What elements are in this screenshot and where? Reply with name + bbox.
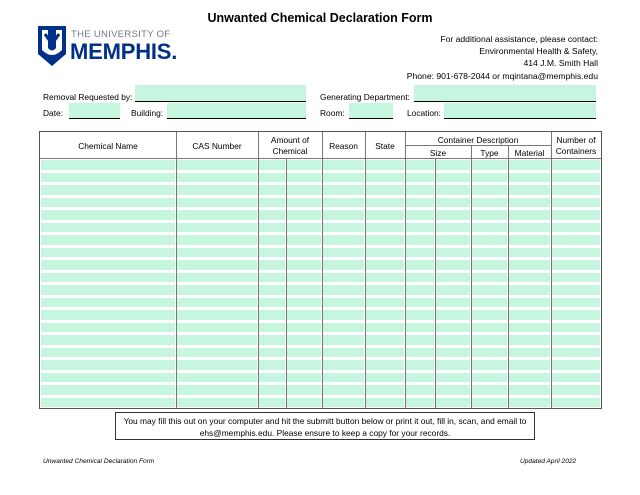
- table-cell[interactable]: [287, 273, 321, 283]
- table-cell[interactable]: [177, 235, 257, 245]
- table-cell[interactable]: [406, 185, 434, 195]
- table-cell[interactable]: [436, 173, 470, 183]
- table-cell[interactable]: [406, 335, 434, 345]
- table-cell[interactable]: [366, 173, 404, 183]
- table-cell[interactable]: [552, 323, 600, 333]
- table-cell[interactable]: [552, 310, 600, 320]
- table-cell[interactable]: [177, 298, 257, 308]
- table-cell[interactable]: [366, 360, 404, 370]
- table-cell[interactable]: [323, 360, 364, 370]
- table-cell[interactable]: [366, 273, 404, 283]
- table-cell[interactable]: [366, 335, 404, 345]
- table-cell[interactable]: [323, 185, 364, 195]
- table-cell[interactable]: [287, 385, 321, 395]
- table-cell[interactable]: [323, 373, 364, 383]
- table-cell[interactable]: [177, 373, 257, 383]
- table-cell[interactable]: [41, 310, 175, 320]
- table-cell[interactable]: [287, 235, 321, 245]
- table-cell[interactable]: [177, 323, 257, 333]
- memphis-shield-icon: [38, 26, 66, 66]
- table-cell[interactable]: [177, 310, 257, 320]
- table-cell[interactable]: [509, 360, 550, 370]
- header-amount: Amount of Chemical: [270, 135, 310, 156]
- footer-form-name: Unwanted Chemical Declaration Form: [43, 458, 155, 465]
- table-cell[interactable]: [323, 235, 364, 245]
- table-cell[interactable]: [406, 310, 434, 320]
- column-divider: [286, 158, 287, 408]
- table-cell[interactable]: [366, 248, 404, 258]
- table-cell[interactable]: [472, 298, 507, 308]
- column-divider: [508, 158, 509, 408]
- table-cell[interactable]: [436, 298, 470, 308]
- table-cell[interactable]: [259, 185, 285, 195]
- table-cell[interactable]: [323, 260, 364, 270]
- contact-line: Environmental Health & Safety,: [479, 46, 598, 57]
- table-cell[interactable]: [41, 273, 175, 283]
- header-state: State: [375, 141, 395, 151]
- table-cell[interactable]: [287, 360, 321, 370]
- table-cell[interactable]: [41, 260, 175, 270]
- table-cell[interactable]: [509, 185, 550, 195]
- table-cell[interactable]: [552, 398, 600, 408]
- table-cell[interactable]: [472, 335, 507, 345]
- building-label: Building:: [131, 108, 164, 118]
- table-cell[interactable]: [323, 273, 364, 283]
- table-cell[interactable]: [323, 348, 364, 358]
- table-cell[interactable]: [41, 335, 175, 345]
- table-cell[interactable]: [259, 223, 285, 233]
- table-cell[interactable]: [323, 223, 364, 233]
- table-cell[interactable]: [509, 323, 550, 333]
- table-cell[interactable]: [472, 348, 507, 358]
- table-cell[interactable]: [177, 273, 257, 283]
- table-cell[interactable]: [552, 210, 600, 220]
- table-cell[interactable]: [323, 160, 364, 170]
- table-cell[interactable]: [436, 260, 470, 270]
- header-cas-number: CAS Number: [192, 141, 242, 151]
- table-cell[interactable]: [406, 273, 434, 283]
- table-cell[interactable]: [177, 348, 257, 358]
- table-cell[interactable]: [406, 223, 434, 233]
- table-cell[interactable]: [287, 398, 321, 408]
- table-cell[interactable]: [406, 198, 434, 208]
- table-cell[interactable]: [552, 385, 600, 395]
- table-cell[interactable]: [472, 210, 507, 220]
- table-cell[interactable]: [287, 185, 321, 195]
- table-cell[interactable]: [436, 235, 470, 245]
- table-cell[interactable]: [509, 248, 550, 258]
- table-cell[interactable]: [436, 398, 470, 408]
- table-cell[interactable]: [406, 285, 434, 295]
- contact-line: 414 J.M. Smith Hall: [523, 58, 598, 69]
- table-cell[interactable]: [41, 210, 175, 220]
- table-cell[interactable]: [406, 210, 434, 220]
- table-cell[interactable]: [509, 285, 550, 295]
- column-divider: [471, 145, 472, 158]
- table-cell[interactable]: [323, 323, 364, 333]
- table-cell[interactable]: [406, 360, 434, 370]
- table-cell[interactable]: [41, 385, 175, 395]
- table-cell[interactable]: [406, 235, 434, 245]
- table-cell[interactable]: [287, 173, 321, 183]
- table-cell[interactable]: [509, 310, 550, 320]
- table-cell[interactable]: [406, 348, 434, 358]
- table-cell[interactable]: [177, 210, 257, 220]
- table-cell[interactable]: [366, 223, 404, 233]
- table-cell[interactable]: [406, 323, 434, 333]
- table-cell[interactable]: [259, 385, 285, 395]
- table-cell[interactable]: [552, 235, 600, 245]
- generating-department-label: Generating Department:: [320, 92, 410, 102]
- table-cell[interactable]: [366, 385, 404, 395]
- room-field[interactable]: [349, 103, 393, 119]
- table-cell[interactable]: [436, 198, 470, 208]
- table-cell[interactable]: [509, 398, 550, 408]
- table-cell[interactable]: [552, 160, 600, 170]
- table-cell[interactable]: [41, 248, 175, 258]
- table-cell[interactable]: [41, 160, 175, 170]
- table-cell[interactable]: [472, 235, 507, 245]
- table-cell[interactable]: [436, 185, 470, 195]
- table-cell[interactable]: [259, 198, 285, 208]
- building-field[interactable]: [167, 103, 306, 119]
- location-label: Location:: [407, 108, 441, 118]
- date-label: Date:: [43, 108, 64, 118]
- table-cell[interactable]: [259, 360, 285, 370]
- table-cell[interactable]: [406, 173, 434, 183]
- table-cell[interactable]: [366, 310, 404, 320]
- table-cell[interactable]: [509, 298, 550, 308]
- table-cell[interactable]: [323, 398, 364, 408]
- table-cell[interactable]: [436, 385, 470, 395]
- table-cell[interactable]: [472, 173, 507, 183]
- contact-line: For additional assistance, please contact:: [440, 34, 598, 44]
- table-cell[interactable]: [472, 360, 507, 370]
- table-cell[interactable]: [552, 173, 600, 183]
- table-cell[interactable]: [177, 260, 257, 270]
- table-cell[interactable]: [259, 398, 285, 408]
- table-cell[interactable]: [406, 260, 434, 270]
- table-cell[interactable]: [552, 285, 600, 295]
- table-cell[interactable]: [41, 360, 175, 370]
- table-cell[interactable]: [472, 398, 507, 408]
- table-cell[interactable]: [259, 335, 285, 345]
- table-cell[interactable]: [366, 323, 404, 333]
- table-cell[interactable]: [323, 310, 364, 320]
- table-cell[interactable]: [41, 185, 175, 195]
- header-chemical-name: Chemical Name: [78, 141, 138, 151]
- table-cell[interactable]: [366, 198, 404, 208]
- table-cell[interactable]: [552, 373, 600, 383]
- table-cell[interactable]: [509, 348, 550, 358]
- table-cell[interactable]: [177, 248, 257, 258]
- table-cell[interactable]: [366, 185, 404, 195]
- table-cell[interactable]: [472, 373, 507, 383]
- table-cell[interactable]: [259, 173, 285, 183]
- table-cell[interactable]: [366, 398, 404, 408]
- table-cell[interactable]: [41, 285, 175, 295]
- table-cell[interactable]: [259, 273, 285, 283]
- table-cell[interactable]: [287, 160, 321, 170]
- table-cell[interactable]: [41, 348, 175, 358]
- table-cell[interactable]: [472, 248, 507, 258]
- table-cell[interactable]: [406, 248, 434, 258]
- table-cell[interactable]: [436, 285, 470, 295]
- table-cell[interactable]: [259, 285, 285, 295]
- table-cell[interactable]: [259, 323, 285, 333]
- table-cell[interactable]: [259, 298, 285, 308]
- table-cell[interactable]: [366, 160, 404, 170]
- header-material: Material: [514, 148, 545, 158]
- table-cell[interactable]: [436, 348, 470, 358]
- table-cell[interactable]: [552, 348, 600, 358]
- location-field[interactable]: [444, 103, 596, 119]
- table-cell[interactable]: [436, 160, 470, 170]
- logo-line-1: THE UNIVERSITY OF: [71, 29, 171, 40]
- table-cell[interactable]: [259, 373, 285, 383]
- table-cell[interactable]: [41, 398, 175, 408]
- table-cell[interactable]: [177, 160, 257, 170]
- table-cell[interactable]: [177, 360, 257, 370]
- column-divider: [435, 158, 436, 408]
- table-cell[interactable]: [472, 310, 507, 320]
- table-cell[interactable]: [177, 223, 257, 233]
- table-cell[interactable]: [406, 385, 434, 395]
- container-subheader-divider: [405, 145, 551, 146]
- table-cell[interactable]: [436, 273, 470, 283]
- table-cell[interactable]: [41, 173, 175, 183]
- table-cell[interactable]: [436, 373, 470, 383]
- table-cell[interactable]: [472, 323, 507, 333]
- table-cell[interactable]: [287, 285, 321, 295]
- table-cell[interactable]: [436, 310, 470, 320]
- table-cell[interactable]: [323, 335, 364, 345]
- table-cell[interactable]: [287, 248, 321, 258]
- column-divider: [471, 158, 472, 408]
- table-cell[interactable]: [41, 298, 175, 308]
- table-cell[interactable]: [177, 335, 257, 345]
- header-divider: [40, 158, 601, 159]
- table-cell[interactable]: [472, 198, 507, 208]
- header-number-of-containers: Number of Containers: [555, 135, 597, 156]
- table-cell[interactable]: [552, 248, 600, 258]
- header-container-description: Container Description: [437, 135, 519, 145]
- footer-updated: Updated April 2022: [520, 458, 577, 465]
- table-cell[interactable]: [323, 385, 364, 395]
- table-cell[interactable]: [509, 160, 550, 170]
- table-cell[interactable]: [552, 298, 600, 308]
- contact-line: Phone: 901-678-2044 or mqintana@memphis.edu: [406, 70, 598, 81]
- table-cell[interactable]: [509, 260, 550, 270]
- chemical-table: [39, 131, 602, 409]
- table-cell[interactable]: [287, 373, 321, 383]
- date-field[interactable]: [69, 103, 120, 119]
- table-cell[interactable]: [41, 373, 175, 383]
- table-cell[interactable]: [472, 260, 507, 270]
- table-cell[interactable]: [323, 173, 364, 183]
- table-cell[interactable]: [552, 198, 600, 208]
- table-cell[interactable]: [259, 260, 285, 270]
- table-cell[interactable]: [552, 185, 600, 195]
- table-cell[interactable]: [436, 360, 470, 370]
- table-cell[interactable]: [552, 360, 600, 370]
- table-cell[interactable]: [287, 298, 321, 308]
- table-cell[interactable]: [436, 210, 470, 220]
- table-cell[interactable]: [366, 285, 404, 295]
- table-cell[interactable]: [177, 185, 257, 195]
- table-cell[interactable]: [177, 385, 257, 395]
- table-cell[interactable]: [472, 273, 507, 283]
- table-cell[interactable]: [177, 198, 257, 208]
- contact-info: [407, 33, 598, 82]
- table-cell[interactable]: [366, 373, 404, 383]
- table-cell[interactable]: [259, 348, 285, 358]
- table-cell[interactable]: [472, 160, 507, 170]
- table-cell[interactable]: [509, 385, 550, 395]
- table-cell[interactable]: [366, 298, 404, 308]
- table-cell[interactable]: [287, 310, 321, 320]
- removal-requested-label: Removal Requested by:: [43, 92, 133, 102]
- header-reason: Reason: [329, 141, 358, 151]
- table-cell[interactable]: [472, 185, 507, 195]
- table-cell[interactable]: [472, 385, 507, 395]
- table-cell[interactable]: [509, 335, 550, 345]
- table-cell[interactable]: [177, 285, 257, 295]
- table-cell[interactable]: [406, 398, 434, 408]
- table-cell[interactable]: [287, 260, 321, 270]
- table-cell[interactable]: [287, 323, 321, 333]
- table-cell[interactable]: [509, 235, 550, 245]
- table-cell[interactable]: [509, 173, 550, 183]
- table-cell[interactable]: [509, 223, 550, 233]
- table-cell[interactable]: [177, 173, 257, 183]
- table-cell[interactable]: [259, 160, 285, 170]
- table-cell[interactable]: [406, 298, 434, 308]
- table-cell[interactable]: [509, 210, 550, 220]
- table-cell[interactable]: [323, 198, 364, 208]
- table-cell[interactable]: [323, 248, 364, 258]
- logo-line-2: MEMPHIS.: [70, 39, 178, 64]
- table-cell[interactable]: [259, 235, 285, 245]
- generating-department-field[interactable]: [414, 85, 596, 102]
- table-cell[interactable]: [287, 198, 321, 208]
- table-cell[interactable]: [406, 373, 434, 383]
- table-cell[interactable]: [509, 198, 550, 208]
- table-cell[interactable]: [472, 285, 507, 295]
- table-cell[interactable]: [177, 398, 257, 408]
- table-cell[interactable]: [287, 223, 321, 233]
- table-cell[interactable]: [41, 198, 175, 208]
- column-divider: [508, 145, 509, 158]
- table-cell[interactable]: [287, 348, 321, 358]
- table-cell[interactable]: [509, 273, 550, 283]
- header-size: Size: [429, 148, 447, 158]
- table-cell[interactable]: [259, 210, 285, 220]
- table-cell[interactable]: [366, 210, 404, 220]
- table-cell[interactable]: [287, 335, 321, 345]
- table-cell[interactable]: [287, 210, 321, 220]
- table-cell[interactable]: [436, 248, 470, 258]
- university-logo: [38, 26, 178, 68]
- room-label: Room:: [320, 108, 345, 118]
- table-cell[interactable]: [552, 260, 600, 270]
- table-cell[interactable]: [323, 298, 364, 308]
- table-cell[interactable]: [366, 260, 404, 270]
- table-cell[interactable]: [366, 235, 404, 245]
- form-title: Unwanted Chemical Declaration Form: [207, 11, 433, 25]
- table-cell[interactable]: [366, 348, 404, 358]
- table-cell[interactable]: [41, 223, 175, 233]
- table-cell[interactable]: [406, 160, 434, 170]
- table-cell[interactable]: [436, 223, 470, 233]
- table-cell[interactable]: [259, 248, 285, 258]
- header-type: Type: [480, 148, 499, 158]
- table-cell[interactable]: [259, 310, 285, 320]
- table-cell[interactable]: [41, 323, 175, 333]
- table-cell[interactable]: [323, 210, 364, 220]
- table-cell[interactable]: [472, 223, 507, 233]
- table-cell[interactable]: [436, 335, 470, 345]
- removal-requested-field[interactable]: [135, 85, 306, 102]
- table-cell[interactable]: [552, 273, 600, 283]
- table-cell[interactable]: [436, 323, 470, 333]
- table-cell[interactable]: [509, 373, 550, 383]
- table-cell[interactable]: [41, 235, 175, 245]
- table-cell[interactable]: [552, 335, 600, 345]
- table-cell[interactable]: [552, 223, 600, 233]
- submission-note: You may fill this out on your computer and hit the submitt button below or print it out, fill in, scan, and email to ehs@memphis.edu. Please ensure to keep a copy for your records.: [115, 412, 535, 440]
- table-cell[interactable]: [323, 285, 364, 295]
